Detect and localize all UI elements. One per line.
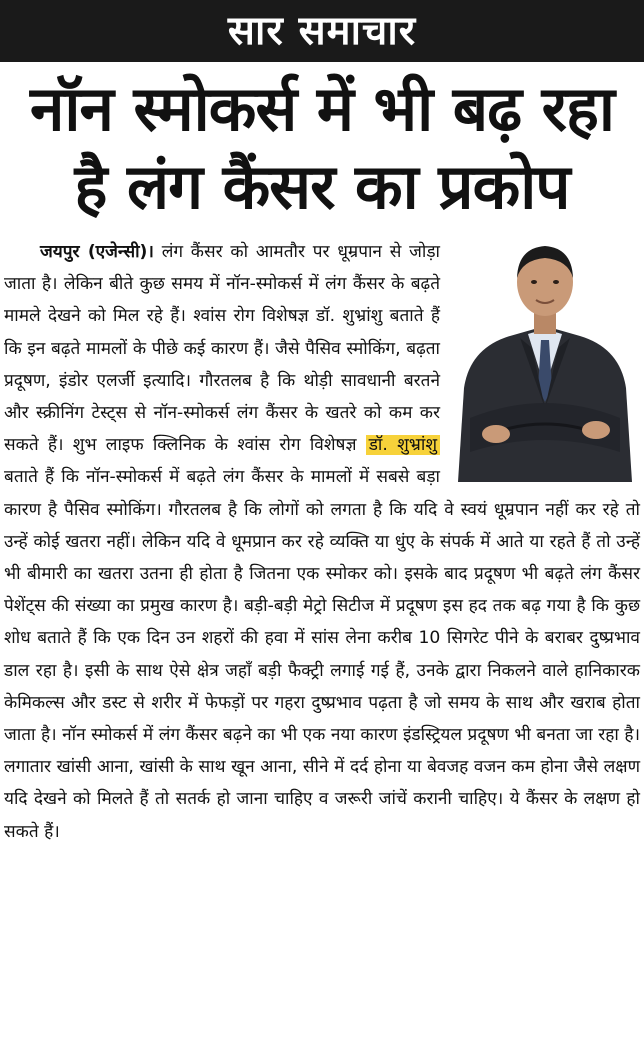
section-title: सार समाचार <box>227 7 417 54</box>
article-text-part-1: लंग कैंसर को आमतौर पर धूम्रपान से जोड़ा जाता है। लेकिन बीते कुछ समय में नॉन-स्मोकर्स में लंग कैंसर के बढ़ते मामले देखने को मिल रहे हैं। श्वांस रोग विशेषज्ञ डॉ. शुभ्रांशु बताते हैं कि इन बढ़ते मामलों के पीछे कई कारण हैं। जैसे पैसिव स्मोकिंग, बढ़ता प्रदूषण, इंडोर एलर्जी इत्यादि। गौरतलब है कि थोड़ी सावधानी बरतने और स्क्रीनिंग टेस्ट्स से नॉन-स्मोकर्स लंग कैंसर के खतरे को कम कर सकते हैं। शुभ लाइफ क्लिनिक के श्वांस रोग विशेषज्ञ <box>4 242 440 456</box>
highlighted-doctor-name: डॉ. शुभ्रांशु <box>366 435 440 455</box>
section-banner <box>0 0 644 62</box>
dateline: जयपुर (एजेन्सी)। <box>40 242 154 262</box>
doctor-portrait-image <box>450 238 640 482</box>
headline-line-2: है लंग कैंसर का प्रकोप <box>74 150 570 223</box>
doctor-photo <box>450 238 640 482</box>
article-text-part-2: बताते हैं कि नॉन-स्मोकर्स में बढ़ते लंग कैंसर के मामलों में सबसे बड़ा कारण है पैसिव स्मोकिंग। गौरतलब है कि लोगों को लगता है कि यदि वे स्वयं धूम्रपान नहीं कर रहे तो उन्हें कोई खतरा नहीं। लेकिन यदि वे धूमप्रान कर रहे व्यक्ति या धुंए के संपर्क में आते या रहते हैं तो उन्हें भी बीमारी का खतरा उतना ही होता है जितना एक स्मोकर को। इसके बाद प्रदूषण भी बढ़ते लंग कैंसर पेशेंट्स की संख्या का प्रमुख कारण है। बड़ी-बड़ी मेट्रो सिटीज में प्रदूषण इस हद तक बढ़ गया है कि कुछ शोध बताते हैं कि एक दिन उन शहरों की हवा में सांस लेना करीब 10 सिगरेट पीने के बराबर दुष्प्रभाव डाल रहा है। इसी के साथ ऐसे क्षेत्र जहाँ बड़ी फैक्ट्री लगाई गई हैं, उनके द्वारा निकलने वाले हानिकारक केमिकल्स और डस्ट से शरीर में फेफड़ों पर गहरा दुष्प्रभाव पढ़ता है जो समय के साथ और खराब होता जाता है। नॉन स्मोकर्स में लंग कैंसर बढ़ने का भी एक नया कारण इंडस्ट्रियल प्रदूषण भी बनता जा रहा है। लगातार खांसी आना, खांसी के साथ खून आना, सीने में दर्द होना या बेवजह वजन कम होना जैसे लक्षण यदि देखने को मिलते हैं तो सतर्क हो जाना चाहिए व जरूरी जांचें करानी चाहिए। ये कैंसर के लक्षण हो सकते हैं। <box>4 467 640 842</box>
article-body <box>4 236 640 848</box>
headline <box>0 70 644 226</box>
headline-line-1: नॉन स्मोकर्स में भी बढ़ रहा <box>30 72 614 145</box>
